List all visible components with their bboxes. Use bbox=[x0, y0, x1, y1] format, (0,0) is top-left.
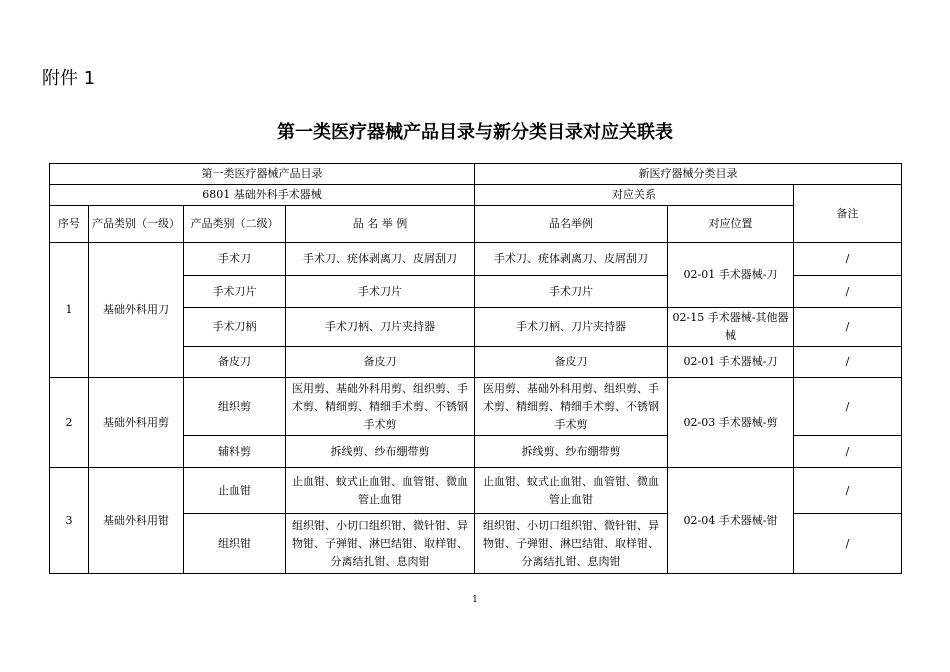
subcategory-cell: 止血钳 bbox=[184, 468, 286, 514]
remark-cell: / bbox=[794, 308, 902, 347]
catalog-mapping-table bbox=[49, 163, 902, 574]
remarks-header: 备注 bbox=[794, 185, 902, 243]
new-examples-cell: 拆线剪、纱布绷带剪 bbox=[475, 436, 668, 468]
old-catalog-header: 第一类医疗器械产品目录 bbox=[50, 164, 475, 185]
old-examples-cell: 止血钳、蚊式止血钳、血管钳、微血管止血钳 bbox=[286, 468, 475, 514]
new-catalog-header: 新医疗器械分类目录 bbox=[475, 164, 902, 185]
new-examples-cell: 止血钳、蚊式止血钳、血管钳、微血管止血钳 bbox=[475, 468, 668, 514]
relation-header: 对应关系 bbox=[475, 185, 794, 206]
new-examples-cell: 医用剪、基础外科用剪、组织剪、手术剪、精细剪、精细手术剪、不锈钢手术剪 bbox=[475, 378, 668, 436]
remark-cell: / bbox=[794, 276, 902, 308]
document-title: 第一类医疗器械产品目录与新分类目录对应关联表 bbox=[277, 122, 673, 143]
subcategory-cell: 手术刀 bbox=[184, 243, 286, 276]
subcategory-cell: 组织剪 bbox=[184, 378, 286, 436]
category-level2-header: 产品类别（二级） bbox=[184, 206, 286, 243]
page-number: 1 bbox=[472, 595, 478, 605]
old-examples-cell: 手术刀、疣体剥离刀、皮屑刮刀 bbox=[286, 243, 475, 276]
position-cell: 02-01 手术器械-刀 bbox=[668, 243, 794, 308]
category-level1-header: 产品类别（一级） bbox=[89, 206, 184, 243]
new-examples-cell: 手术刀柄、刀片夹持器 bbox=[475, 308, 668, 347]
seq-header: 序号 bbox=[50, 206, 89, 243]
header-row-groups bbox=[50, 185, 902, 206]
old-examples-cell: 组织钳、小切口组织钳、微针钳、异物钳、子弹钳、淋巴结钳、取样钳、分离结扎钳、息肉钳 bbox=[286, 514, 475, 574]
table-row bbox=[50, 243, 902, 276]
remark-cell: / bbox=[794, 514, 902, 574]
position-cell: 02-01 手术器械-刀 bbox=[668, 347, 794, 378]
remark-cell: / bbox=[794, 347, 902, 378]
subcategory-cell: 辅料剪 bbox=[184, 436, 286, 468]
seq-cell: 3 bbox=[50, 468, 89, 574]
old-group-header: 6801 基础外科手术器械 bbox=[50, 185, 475, 206]
category-cell: 基础外科用刀 bbox=[89, 243, 184, 378]
old-examples-cell: 备皮刀 bbox=[286, 347, 475, 378]
new-examples-cell: 手术刀片 bbox=[475, 276, 668, 308]
new-examples-cell: 备皮刀 bbox=[475, 347, 668, 378]
old-examples-cell: 拆线剪、纱布绷带剪 bbox=[286, 436, 475, 468]
header-row-catalogs bbox=[50, 164, 902, 185]
remark-cell: / bbox=[794, 378, 902, 436]
examples-old-header: 品 名 举 例 bbox=[286, 206, 475, 243]
remark-cell: / bbox=[794, 243, 902, 276]
subcategory-cell: 手术刀片 bbox=[184, 276, 286, 308]
old-examples-cell: 手术刀柄、刀片夹持器 bbox=[286, 308, 475, 347]
position-header: 对应位置 bbox=[668, 206, 794, 243]
seq-cell: 1 bbox=[50, 243, 89, 378]
remark-cell: / bbox=[794, 468, 902, 514]
header-row-columns bbox=[50, 206, 902, 243]
examples-new-header: 品名举例 bbox=[475, 206, 668, 243]
seq-cell: 2 bbox=[50, 378, 89, 468]
new-examples-cell: 组织钳、小切口组织钳、微针钳、异物钳、子弹钳、淋巴结钳、取样钳、分离结扎钳、息肉钳 bbox=[475, 514, 668, 574]
position-cell: 02-03 手术器械-剪 bbox=[668, 378, 794, 468]
attachment-label: 附件 1 bbox=[42, 68, 96, 89]
old-examples-cell: 医用剪、基础外科用剪、组织剪、手术剪、精细剪、精细手术剪、不锈钢手术剪 bbox=[286, 378, 475, 436]
position-cell: 02-04 手术器械-钳 bbox=[668, 468, 794, 574]
position-cell: 02-15 手术器械-其他器械 bbox=[668, 308, 794, 347]
subcategory-cell: 备皮刀 bbox=[184, 347, 286, 378]
category-cell: 基础外科用钳 bbox=[89, 468, 184, 574]
subcategory-cell: 组织钳 bbox=[184, 514, 286, 574]
new-examples-cell: 手术刀、疣体剥离刀、皮屑刮刀 bbox=[475, 243, 668, 276]
remark-cell: / bbox=[794, 436, 902, 468]
category-cell: 基础外科用剪 bbox=[89, 378, 184, 468]
table-row bbox=[50, 378, 902, 436]
old-examples-cell: 手术刀片 bbox=[286, 276, 475, 308]
subcategory-cell: 手术刀柄 bbox=[184, 308, 286, 347]
table-row bbox=[50, 468, 902, 514]
